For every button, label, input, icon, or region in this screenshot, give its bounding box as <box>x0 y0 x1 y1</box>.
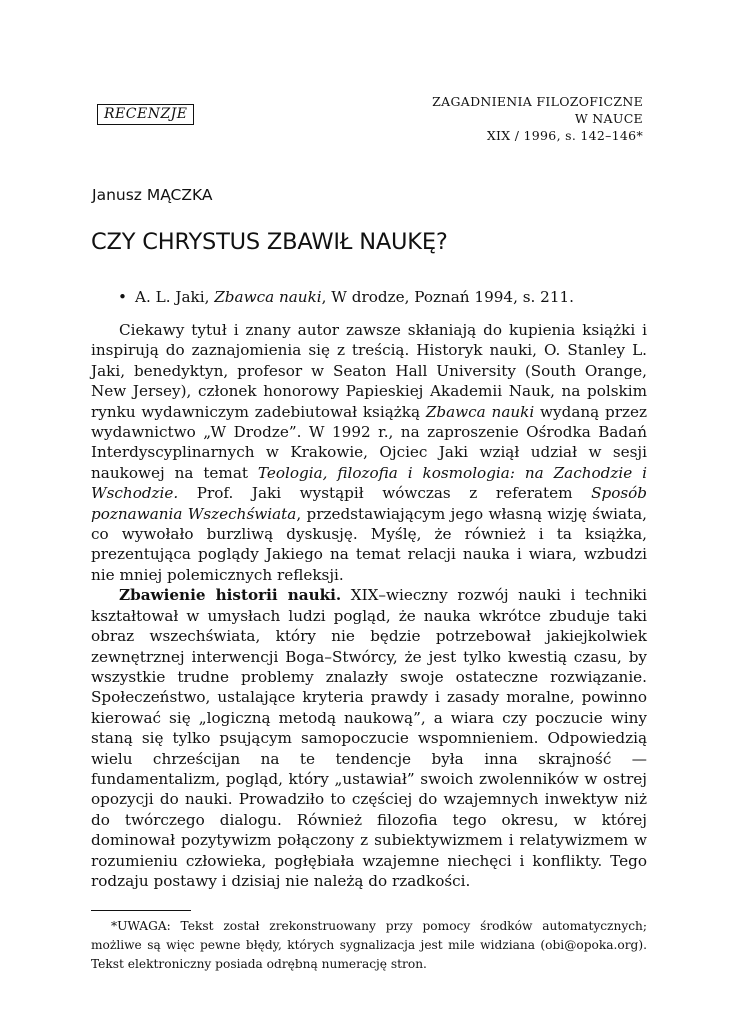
paragraph-text: Prof. Jaki wystąpił wówczas z referatem <box>178 484 592 503</box>
journal-issue: XIX / 1996, s. 142–146* <box>486 128 643 143</box>
journal-header <box>432 93 643 144</box>
section-heading: Zbawienie historii nauki. <box>119 586 342 605</box>
book-publication: , W drodze, Poznań 1994, s. 211. <box>321 288 574 306</box>
footnote <box>91 917 647 974</box>
paragraph-text: wydaną przez wydawnictwo „W Drodze”. W 1992 r., na zaproszenie Ośrodka Badań Interdyscyplinarnych w Krakowie, Ojciec Jaki wziął udział w sesji naukowej na temat <box>91 402 647 482</box>
book-title: Zbawca nauki <box>214 288 322 306</box>
bullet-icon: • <box>118 288 127 306</box>
article-author: Janusz MĄCZKA <box>92 186 213 204</box>
paragraph-intro <box>91 320 647 585</box>
paragraph-text: Ciekawy tytuł i znany autor zawsze skłaniają do kupienia książki i inspirują do zaznajomienia się z treścią. Historyk nauki, O. Stanley L. Jaki, benedyktyn, profesor w Seaton Hall University (South Orange, New Jersey), członek honorowy Papieskiej Akademii Nauk, na polskim rynku wydawniczym zadebiutował książką <box>91 321 647 421</box>
article-title: CZY CHRYSTUS ZBAWIŁ NAUKĘ? <box>91 229 448 255</box>
book-title-reference: Zbawca nauki <box>425 402 535 421</box>
paragraph-text: , przedstawiającym jego własną wizję świata, co wywołało burzliwą dyskusję. Myślę, że również i ta książka, prezentująca poglądy Jakiego na temat relacji nauka i wiara, wzbudzi nie mniej polemicznych refleksji. <box>91 504 647 584</box>
section-tag: RECENZJE <box>97 104 194 125</box>
footnote-divider <box>91 910 191 911</box>
footnote-text: *UWAGA: Tekst został zrekonstruowany przy pomocy środków automatycznych; możliwe są więc pewne błędy, których sygnalizacja jest mile widziana (obi@opoka.org). Tekst elektroniczny posiada odrębną numerację stron. <box>91 919 647 971</box>
paragraph-text: XIX–wieczny rozwój nauki i techniki kształtował w umysłach ludzi pogląd, że nauka wkrótce zbuduje taki obraz wszechświata, który nie będzie potrzebował jakiejkolwiek zewnętrznej interwencji Boga–Stwórcy, że jest tylko kwestią czasu, by wszystkie trudne problemy znalazły swoje ostateczne rozwiązanie. Społeczeństwo, ustalające kryteria prawdy i zasady moralne, powinno kierować się „logiczną metodą naukową”, a wiara czy poczucie winy staną się tylko psującym samopoczucie wspomnieniem. Odpowiedzią wielu chrześcijan na te tendencje była inna skrajność — fundamentalizm, pogląd, który „ustawiał” swoich zwolenników w ostrej opozycji do nauki. Prowadziło to częściej do wzajemnych inwektyw niż do twórczego dialogu. Również filozofia tego okresu, w której dominował pozytywizm połączony z subiektywizmem i relatywizmem w rozumieniu człowieka, pogłębiała wzajemne niechęci i konflikty. Tego rodzaju postawy i dzisiaj nie należą do rzadkości. <box>91 586 647 890</box>
journal-subtitle: W NAUCE <box>574 111 643 126</box>
session-title-reference: Teologia, filozofia i kosmologia: na Zachodzie i Wschodzie. <box>91 463 647 503</box>
article-body <box>91 320 647 891</box>
book-author: A. L. Jaki, <box>135 288 210 306</box>
paragraph-history <box>91 585 647 891</box>
journal-name: ZAGADNIENIA FILOZOFICZNE <box>432 94 643 109</box>
lecture-title-reference: Sposób poznawania Wszechświata <box>91 484 647 523</box>
bibliography-entry <box>118 288 574 306</box>
